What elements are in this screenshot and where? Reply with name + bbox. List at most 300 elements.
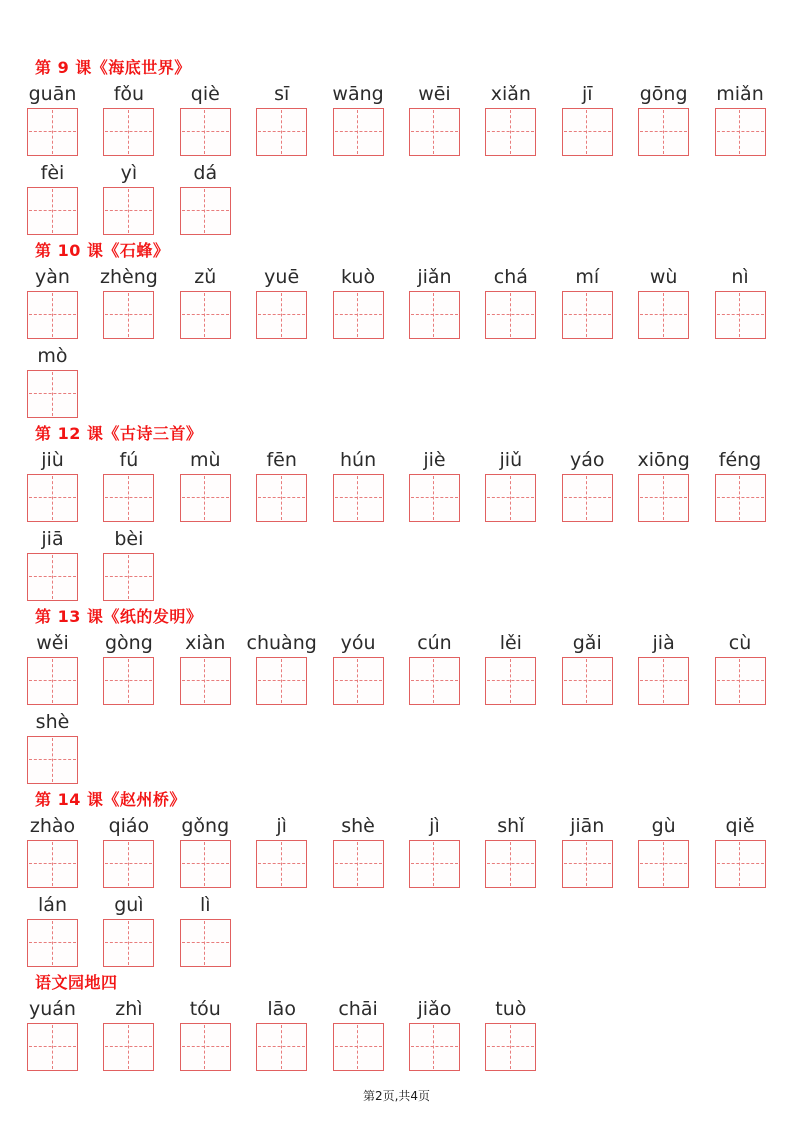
grid-dashed-horizontal [258,863,305,864]
grid-dashed-horizontal [105,131,152,132]
grid-dashed-horizontal [335,131,382,132]
grid-dashed-horizontal [717,314,764,315]
pinyin-label: jì [276,815,287,837]
section-title: 第 12 课《古诗三首》 [35,424,203,443]
grid-dashed-vertical [204,1025,205,1069]
section-title: 语文园地四 [35,973,118,992]
grid-dashed-horizontal [105,497,152,498]
grid-dashed-horizontal [640,497,687,498]
pinyin-cell [485,266,536,339]
pinyin-cell [333,998,384,1071]
grid-dashed-vertical [739,293,740,337]
pinyin-cell [562,449,613,522]
pinyin-label: nì [731,266,749,288]
pinyin-cell [638,449,689,522]
writing-grid-box [103,474,154,522]
writing-grid-box [485,1023,536,1071]
pinyin-cell [27,83,78,156]
grid-dashed-vertical [510,293,511,337]
writing-grid-box [256,108,307,156]
grid-dashed-horizontal [105,680,152,681]
pinyin-label: sī [274,83,290,105]
writing-grid-box [715,291,766,339]
writing-grid-box [103,1023,154,1071]
writing-grid-box [715,108,766,156]
pinyin-label: gù [651,815,676,837]
grid-dashed-vertical [433,476,434,520]
pinyin-cell [103,632,154,705]
writing-grid-box [715,840,766,888]
grid-dashed-vertical [739,842,740,886]
writing-grid-box [715,474,766,522]
pinyin-cell [27,528,78,601]
pinyin-cell [27,162,78,235]
grid-dashed-vertical [663,659,664,703]
pinyin-label: zǔ [194,266,217,288]
writing-grid-box [27,840,78,888]
grid-dashed-vertical [663,476,664,520]
grid-dashed-vertical [357,293,358,337]
grid-dashed-horizontal [29,576,76,577]
pinyin-cell [27,711,78,784]
grid-dashed-horizontal [258,497,305,498]
writing-grid-box [27,187,78,235]
grid-dashed-vertical [52,738,53,782]
grid-dashed-vertical [433,1025,434,1069]
writing-grid-box [409,474,460,522]
writing-grid-box [562,291,613,339]
grid-dashed-horizontal [487,314,534,315]
grid-dashed-horizontal [29,497,76,498]
grid-dashed-vertical [433,842,434,886]
pinyin-label: mò [37,345,68,367]
pinyin-label: chuàng [246,632,317,654]
writing-grid-box [27,919,78,967]
grid-dashed-vertical [52,189,53,233]
pinyin-cell [246,632,317,705]
pinyin-cell [27,998,78,1071]
grid-dashed-horizontal [411,314,458,315]
pinyin-cell [180,449,231,522]
pinyin-label: lāo [267,998,296,1020]
writing-grid-box [562,840,613,888]
grid-dashed-vertical [128,293,129,337]
writing-grid-box [27,108,78,156]
grid-dashed-vertical [128,921,129,965]
writing-grid-box [103,919,154,967]
grid-dashed-horizontal [182,1046,229,1047]
pinyin-label: wāng [332,83,384,105]
pinyin-label: cù [728,632,752,654]
grid-dashed-vertical [739,476,740,520]
grid-dashed-vertical [52,110,53,154]
pinyin-label: féng [718,449,762,471]
pinyin-cell [180,266,231,339]
writing-grid-box [103,187,154,235]
pinyin-cell [333,83,384,156]
pinyin-label: fèi [40,162,65,184]
grid-dashed-horizontal [717,863,764,864]
pinyin-label: gǒng [181,815,230,837]
grid-dashed-horizontal [105,576,152,577]
pinyin-cell [409,632,460,705]
pinyin-label: jiǎn [417,266,452,288]
grid-dashed-horizontal [335,680,382,681]
writing-grid-box [409,1023,460,1071]
pinyin-cell [485,815,536,888]
grid-dashed-vertical [433,659,434,703]
pinyin-label: gòng [104,632,153,654]
grid-dashed-horizontal [564,863,611,864]
writing-grid-box [485,291,536,339]
grid-dashed-vertical [52,842,53,886]
grid-dashed-vertical [128,555,129,599]
grid-dashed-vertical [357,659,358,703]
pinyin-cell [562,632,613,705]
grid-dashed-horizontal [411,1046,458,1047]
writing-grid-box [27,474,78,522]
writing-grid-box [333,291,384,339]
grid-dashed-vertical [586,110,587,154]
grid-dashed-vertical [510,842,511,886]
writing-grid-box [27,291,78,339]
grid-dashed-horizontal [335,863,382,864]
grid-dashed-vertical [204,659,205,703]
pinyin-label: chá [493,266,528,288]
writing-grid-box [638,108,689,156]
grid-dashed-vertical [128,1025,129,1069]
writing-grid-box [27,553,78,601]
section-title: 第 13 课《纸的发明》 [35,607,203,626]
pinyin-cell [180,632,231,705]
pinyin-label: shè [341,815,375,837]
pinyin-cell [27,632,78,705]
pinyin-cell [27,894,78,967]
writing-grid-box [638,657,689,705]
pinyin-cell [180,83,231,156]
pinyin-label: zhèng [99,266,158,288]
pinyin-label: jī [581,83,593,105]
grid-dashed-horizontal [717,680,764,681]
grid-dashed-vertical [52,555,53,599]
pinyin-label: fǒu [113,83,145,105]
writing-grid-box [27,370,78,418]
writing-grid-box [485,840,536,888]
grid-dashed-horizontal [411,680,458,681]
grid-dashed-vertical [739,110,740,154]
pinyin-cell [638,83,689,156]
pinyin-cell [409,266,460,339]
writing-grid-box [103,553,154,601]
grid-dashed-vertical [510,659,511,703]
grid-dashed-horizontal [640,314,687,315]
pinyin-label: gǎi [572,632,602,654]
grid-dashed-horizontal [29,863,76,864]
pinyin-label: jiǔ [499,449,523,471]
pinyin-cell [103,528,154,601]
grid-dashed-vertical [204,842,205,886]
grid-dashed-vertical [663,842,664,886]
pinyin-label: tuò [495,998,527,1020]
pinyin-cell [715,266,766,339]
pinyin-label: shè [35,711,70,733]
pinyin-cell [715,83,766,156]
grid-dashed-horizontal [487,680,534,681]
writing-grid-box [333,474,384,522]
pinyin-label: jiǎo [417,998,452,1020]
grid-dashed-vertical [204,293,205,337]
grid-dashed-vertical [128,110,129,154]
pinyin-cell [256,998,307,1071]
pinyin-label: yáo [569,449,605,471]
grid-dashed-vertical [586,842,587,886]
pinyin-cell [638,815,689,888]
grid-dashed-vertical [357,842,358,886]
writing-grid-box [409,840,460,888]
pinyin-label: wēi [418,83,451,105]
writing-grid-box [715,657,766,705]
pinyin-cell [27,815,78,888]
grid-dashed-horizontal [29,314,76,315]
writing-grid-box [180,1023,231,1071]
grid-dashed-vertical [204,189,205,233]
pinyin-cell [256,83,307,156]
grid-dashed-vertical [52,476,53,520]
pinyin-cell [180,815,231,888]
grid-dashed-vertical [586,659,587,703]
pinyin-cell [485,83,536,156]
pinyin-label: yuán [29,998,76,1020]
pinyin-cell [715,449,766,522]
pinyin-cell [180,998,231,1071]
grid-dashed-horizontal [182,863,229,864]
grid-dashed-horizontal [717,497,764,498]
grid-dashed-vertical [281,110,282,154]
grid-dashed-horizontal [182,131,229,132]
pinyin-cell [715,815,766,888]
lesson-section [27,241,771,418]
pinyin-row [27,266,771,339]
grid-dashed-horizontal [564,497,611,498]
lesson-section [27,424,771,601]
pinyin-cell [27,345,78,418]
grid-dashed-horizontal [411,863,458,864]
pinyin-row [27,345,771,418]
grid-dashed-horizontal [487,131,534,132]
grid-dashed-horizontal [564,314,611,315]
writing-grid-box [485,657,536,705]
grid-dashed-horizontal [335,314,382,315]
pinyin-label: yàn [35,266,70,288]
pinyin-cell [180,894,231,967]
pinyin-label: xiōng [637,449,690,471]
lesson-sections [27,58,771,1071]
grid-dashed-horizontal [335,497,382,498]
pinyin-label: tóu [189,998,221,1020]
pinyin-label: jiān [570,815,605,837]
pinyin-label: lì [200,894,211,916]
writing-grid-box [333,657,384,705]
grid-dashed-vertical [128,659,129,703]
pinyin-label: yì [120,162,138,184]
pinyin-label: guì [114,894,144,916]
pinyin-label: xiàn [185,632,226,654]
grid-dashed-horizontal [411,497,458,498]
pinyin-label: bèi [114,528,144,550]
grid-dashed-horizontal [487,863,534,864]
writing-grid-box [333,840,384,888]
grid-dashed-horizontal [182,680,229,681]
writing-grid-box [180,840,231,888]
writing-grid-box [27,657,78,705]
writing-grid-box [638,474,689,522]
pinyin-cell [103,998,154,1071]
pinyin-cell [103,449,154,522]
pinyin-cell [409,815,460,888]
grid-dashed-horizontal [29,1046,76,1047]
grid-dashed-horizontal [335,1046,382,1047]
pinyin-label: fú [119,449,139,471]
pinyin-cell [256,449,307,522]
grid-dashed-vertical [433,110,434,154]
pinyin-label: qiáo [108,815,150,837]
pinyin-label: zhào [29,815,76,837]
writing-grid-box [562,474,613,522]
grid-dashed-horizontal [105,863,152,864]
grid-dashed-horizontal [640,131,687,132]
grid-dashed-horizontal [105,942,152,943]
pinyin-row [27,632,771,705]
grid-dashed-vertical [281,659,282,703]
pinyin-label: jià [652,632,675,654]
grid-dashed-vertical [281,476,282,520]
pinyin-row [27,998,771,1071]
grid-dashed-vertical [52,293,53,337]
writing-grid-box [103,657,154,705]
pinyin-cell [103,162,154,235]
pinyin-label: xiǎn [490,83,531,105]
writing-grid-box [562,108,613,156]
pinyin-label: guān [28,83,77,105]
lesson-section [27,58,771,235]
pinyin-label: yuē [264,266,300,288]
lesson-section [27,973,771,1071]
writing-grid-box [256,474,307,522]
pinyin-label: jiā [41,528,64,550]
section-title: 第 10 课《石蜂》 [35,241,170,260]
grid-dashed-vertical [52,372,53,416]
pinyin-row [27,894,771,967]
writing-grid-box [180,291,231,339]
grid-dashed-vertical [204,476,205,520]
writing-grid-box [27,736,78,784]
pinyin-row [27,83,771,156]
grid-dashed-vertical [281,1025,282,1069]
writing-grid-box [485,108,536,156]
writing-grid-box [103,291,154,339]
grid-dashed-horizontal [182,210,229,211]
grid-dashed-vertical [510,476,511,520]
pinyin-label: wěi [36,632,69,654]
writing-grid-box [256,291,307,339]
pinyin-label: mù [190,449,221,471]
writing-grid-box [638,291,689,339]
writing-grid-box [333,108,384,156]
pinyin-cell [180,162,231,235]
grid-dashed-horizontal [182,497,229,498]
pinyin-label: jiè [423,449,446,471]
grid-dashed-vertical [663,293,664,337]
pinyin-label: jiù [41,449,64,471]
writing-grid-box [180,474,231,522]
pinyin-cell [333,815,384,888]
grid-dashed-vertical [663,110,664,154]
pinyin-cell [103,894,154,967]
writing-grid-box [256,657,307,705]
pinyin-cell [99,266,158,339]
grid-dashed-horizontal [640,863,687,864]
pinyin-label: shǐ [497,815,525,837]
pinyin-cell [256,815,307,888]
pinyin-cell [485,632,536,705]
grid-dashed-horizontal [258,1046,305,1047]
grid-dashed-vertical [52,1025,53,1069]
pinyin-cell [485,998,536,1071]
pinyin-label: miǎn [716,83,764,105]
pinyin-label: qiè [190,83,220,105]
grid-dashed-vertical [433,293,434,337]
grid-dashed-vertical [357,110,358,154]
grid-dashed-horizontal [29,942,76,943]
grid-dashed-horizontal [640,680,687,681]
pinyin-cell [562,83,613,156]
pinyin-label: wù [649,266,678,288]
pinyin-cell [562,815,613,888]
pinyin-label: dá [193,162,218,184]
writing-grid-box [103,108,154,156]
grid-dashed-horizontal [564,680,611,681]
writing-grid-box [409,291,460,339]
writing-grid-box [180,919,231,967]
grid-dashed-vertical [52,659,53,703]
grid-dashed-vertical [128,476,129,520]
grid-dashed-horizontal [258,680,305,681]
pinyin-cell [409,449,460,522]
pinyin-row [27,162,771,235]
pinyin-cell [562,266,613,339]
writing-grid-box [409,657,460,705]
pinyin-cell [333,449,384,522]
writing-grid-box [409,108,460,156]
pinyin-cell [638,266,689,339]
grid-dashed-horizontal [105,1046,152,1047]
pinyin-cell [27,449,78,522]
pinyin-cell [333,632,384,705]
pinyin-label: chāi [338,998,378,1020]
pinyin-cell [638,632,689,705]
grid-dashed-vertical [357,476,358,520]
pinyin-cell [409,83,460,156]
pinyin-row [27,711,771,784]
pinyin-cell [409,998,460,1071]
grid-dashed-vertical [510,110,511,154]
pinyin-cell [333,266,384,339]
pinyin-cell [103,83,154,156]
grid-dashed-horizontal [564,131,611,132]
grid-dashed-horizontal [717,131,764,132]
pinyin-label: fēn [266,449,297,471]
writing-grid-box [180,187,231,235]
